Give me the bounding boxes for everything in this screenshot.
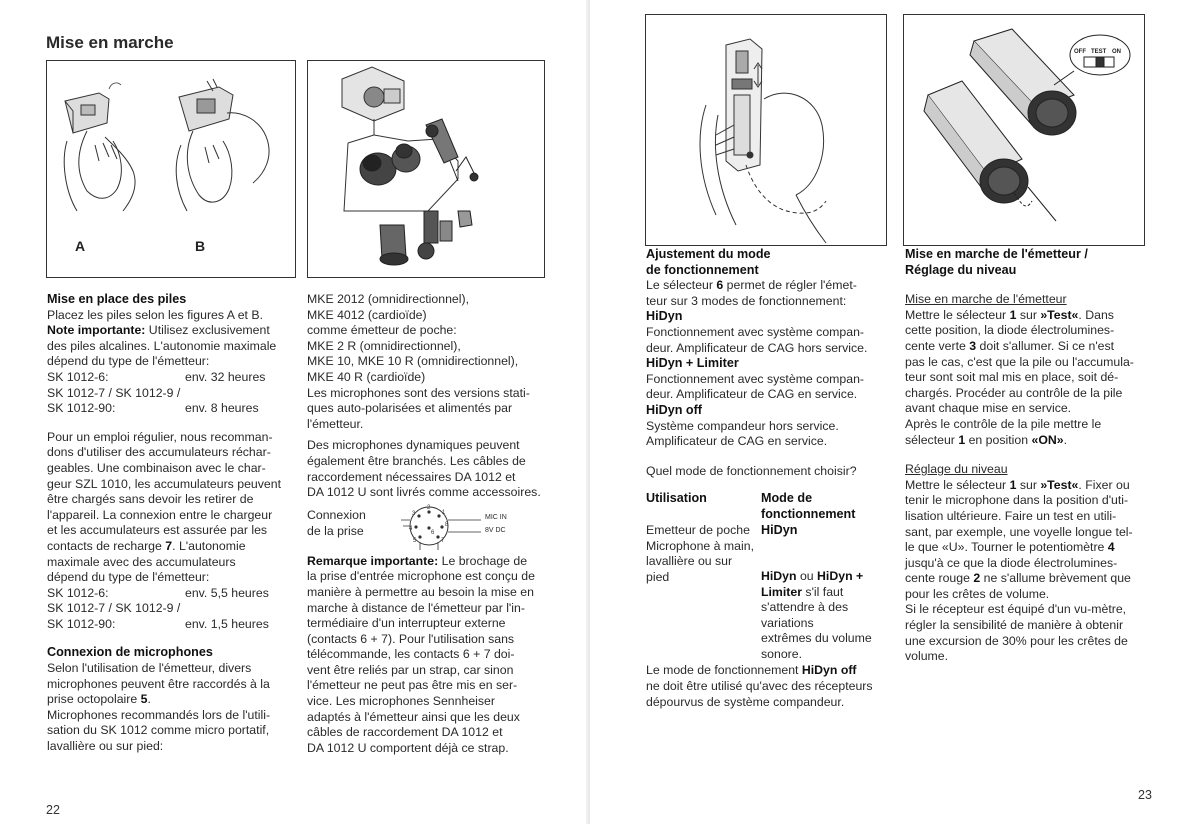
usage-cell: lavallière ou sur	[646, 554, 733, 569]
transmitter-switch-illustration	[904, 15, 1146, 247]
autonomy-model: SK 1012-6:	[47, 369, 109, 384]
text-span: HiDyn off	[801, 663, 857, 678]
text-line: dépourvus de système compandeur.	[646, 694, 845, 709]
text-span: prise octopolaire	[47, 692, 141, 707]
figure-label-b: B	[195, 238, 206, 254]
page-number: 23	[1138, 788, 1152, 802]
left-column-1	[47, 292, 297, 755]
right-column-2	[905, 247, 1155, 665]
heading-batteries: Mise en place des piles	[47, 292, 187, 306]
text-span: cente rouge	[905, 571, 974, 586]
text-line: sant, par exemple, une voyelle longue tel-	[905, 524, 1133, 539]
text-line	[905, 478, 1155, 494]
text-line: vent être reliés par un strap, car sinon	[307, 662, 514, 677]
text-line: Si le récepteur est équipé d'un vu-mètre,	[905, 602, 1127, 617]
text-line: sation du SK 1012 comme micro portatif,	[47, 723, 270, 738]
text-line: Pour un emploi régulier, nous recomman-	[47, 429, 273, 444]
autonomy-value: env. 1,5 heures	[185, 616, 269, 631]
mode-name: HiDyn + Limiter	[646, 356, 739, 371]
batteries-text: Placez les piles selon les figures A et B.	[47, 307, 263, 322]
text-span: permet de régler l'émet-	[723, 278, 857, 293]
text-span: le que «U». Tourner le potentiomètre	[905, 540, 1108, 555]
text-line: l'émetteur.	[307, 416, 364, 431]
mode-cell: s'attendre à des	[761, 600, 849, 615]
connector-pinout	[307, 504, 557, 548]
battery-figure	[46, 60, 296, 278]
text-line: raccordement nécessaires DA 1012 et	[307, 469, 516, 484]
page-title: Mise en marche	[46, 33, 174, 52]
text-line: câbles de raccordement DA 1012 et	[307, 725, 503, 740]
text-line: également être branchés. Les câbles de	[307, 453, 526, 468]
text-line: adaptés à l'émetteur ainsi que les deux	[307, 709, 520, 724]
switch-label-on: ON	[1112, 49, 1121, 55]
text-span: sur	[1016, 307, 1041, 322]
mode-header-2: fonctionnement	[761, 506, 856, 521]
text-line: microphones peuvent être raccordés à la	[47, 676, 270, 691]
text-span: en position	[965, 432, 1032, 447]
remark-label: Remarque importante:	[307, 553, 439, 568]
pin-number: 4	[409, 525, 413, 532]
autonomy-row	[47, 386, 297, 402]
text-line: comme émetteur de poche:	[307, 323, 457, 338]
text-line: pas le cas, c'est que la pile ou l'accumula-	[905, 354, 1134, 369]
note-label: Note importante:	[47, 323, 146, 338]
mode-cell: HiDyn	[761, 522, 798, 537]
text-line: volume.	[905, 649, 949, 664]
text-line	[905, 308, 1155, 324]
pin-number: 5	[413, 537, 417, 544]
text-line: geables. Une combinaison avec le char-	[47, 460, 266, 475]
ref-number: 2	[973, 571, 981, 586]
text-line: vice. Les microphones Sennheiser	[307, 694, 495, 709]
text-span: .	[1063, 432, 1068, 447]
text-line: (contacts 6 + 7). Pour l'utilisation sans	[307, 631, 515, 646]
text-line: chargés. Procéder au contrôle de la pile	[905, 385, 1123, 400]
pin-number: 2	[427, 504, 431, 511]
autonomy-row	[47, 586, 297, 602]
text-line: régler la sensibilité de manière à obtenir	[905, 618, 1124, 633]
mode-column	[761, 491, 886, 662]
autonomy-value: env. 8 heures	[185, 401, 259, 416]
text-span: .	[147, 692, 151, 707]
text-line: être chargés sans devoir les retirer de	[47, 492, 254, 507]
text-line: DA 1012 U comportent déjà ce strap.	[307, 740, 509, 755]
right-column-1	[646, 247, 896, 710]
text-line: termédiaire d'un interrupteur externe	[307, 616, 506, 631]
connector-label: de la prise	[307, 523, 364, 538]
text-span: HiDyn	[761, 569, 797, 584]
text-span: ou	[796, 569, 818, 584]
text-span: cente verte	[905, 338, 970, 353]
pin-number: 6	[431, 529, 435, 536]
ref-number: 5	[140, 692, 148, 707]
autonomy-model: SK 1012-6:	[47, 585, 109, 600]
autonomy-model: SK 1012-7 / SK 1012-9 /	[47, 601, 181, 616]
autonomy-value: env. 5,5 heures	[185, 585, 269, 600]
text-span: Mettre le sélecteur	[905, 307, 1010, 322]
page-number: 22	[46, 803, 60, 817]
text-line: Après le contrôle de la pile mettre le	[905, 416, 1102, 431]
mode-usage-table	[646, 491, 896, 662]
mode-selector-illustration	[646, 15, 888, 247]
text-span: »Test«	[1040, 307, 1079, 322]
text-span: . Fixer ou	[1078, 477, 1130, 492]
autonomy-row	[47, 601, 297, 617]
autonomy-model: SK 1012-7 / SK 1012-9 /	[47, 385, 181, 400]
right-page	[590, 0, 1179, 824]
remark-paragraph	[307, 554, 557, 570]
text-span: Le sélecteur	[646, 278, 717, 293]
text-line: des piles alcalines. L'autonomie maximale	[47, 338, 277, 353]
heading-mode-2: de fonctionnement	[646, 262, 759, 277]
mode-switch-figure	[645, 14, 887, 246]
text-span: ne s'allume brèvement que	[980, 571, 1131, 586]
text-line: deur. Amplificateur de CAG hors service.	[646, 340, 868, 355]
text-line: Selon l'utilisation de l'émetteur, divers	[47, 661, 252, 676]
note-paragraph	[47, 323, 297, 339]
text-line: MKE 2012 (omnidirectionnel),	[307, 292, 469, 306]
usage-cell: Emetteur de poche	[646, 522, 750, 537]
usage-column	[646, 491, 758, 585]
left-column-2	[307, 292, 557, 756]
connector-pinout-diagram	[389, 502, 483, 552]
autonomy-model: SK 1012-90:	[47, 616, 116, 631]
text-line: Système compandeur hors service.	[646, 418, 839, 433]
mode-cell	[761, 585, 886, 601]
autonomy-row	[47, 617, 297, 633]
usage-cell: Microphone à main,	[646, 538, 754, 553]
text-line	[905, 339, 1155, 355]
mode-name: HiDyn off	[646, 402, 702, 417]
text-line: geur SZL 1010, les accumulateurs peuvent	[47, 476, 282, 491]
text-line: marche à distance de l'émetteur par l'in-	[307, 600, 525, 615]
autonomy-row	[47, 401, 297, 417]
usage-header: Utilisation	[646, 491, 707, 506]
text-line: jusqu'à ce que la diode électrolumines-	[905, 555, 1118, 570]
text-line: l'émetteur ne peut pas être mis en ser-	[307, 678, 518, 693]
text-span: Le mode de fonctionnement	[646, 663, 802, 678]
ref-number: 1	[958, 432, 966, 447]
heading-microphones: Connexion de microphones	[47, 645, 213, 660]
mode-name: HiDyn	[646, 309, 683, 324]
pin-number: 1	[442, 509, 446, 516]
ref-number: 3	[969, 338, 977, 353]
switch-label-test: TEST	[1091, 49, 1107, 55]
text-line: télécommande, les contacts 6 + 7 doi-	[307, 647, 515, 662]
text-line: Microphones recommandés lors de l'utili-	[47, 707, 271, 722]
figure-label-a: A	[75, 238, 86, 254]
subheading-level: Réglage du niveau	[905, 462, 1008, 477]
text-line: MKE 40 R (cardioïde)	[307, 369, 426, 384]
text-line: pour les crêtes de volume.	[905, 586, 1050, 601]
text-span: . L'autonomie	[172, 538, 246, 553]
autonomy-row	[47, 370, 297, 386]
text-line: Amplificateur de CAG en service.	[646, 434, 828, 449]
text-line: deur. Amplificateur de CAG en service.	[646, 387, 858, 402]
text-line: MKE 2 R (omnidirectionnel),	[307, 338, 461, 353]
mode-cell: extrêmes du volume	[761, 631, 872, 646]
ref-number: 7	[165, 538, 173, 553]
text-line: Les microphones sont des versions stati-	[307, 385, 530, 400]
text-line: Fonctionnement avec système compan-	[646, 324, 865, 339]
pin-number: 7	[441, 537, 445, 544]
text-line: teur sont soit mal mis en place, soit dé-	[905, 370, 1119, 385]
microphone-figure	[307, 60, 545, 278]
question-line: Quel mode de fonctionnement choisir?	[646, 463, 857, 478]
heading-mode: Ajustement du mode	[646, 247, 771, 261]
ref-number: 6	[716, 278, 724, 293]
pin-label-mic: MIC IN	[485, 513, 507, 521]
text-line: manière à permettre au besoin la mise en	[307, 584, 534, 599]
text-span: doit s'allumer. Si ce n'est	[976, 338, 1115, 353]
text-line: lavallière ou sur pied:	[47, 739, 164, 754]
text-line	[905, 433, 1155, 449]
mode-cell: variations	[761, 615, 814, 630]
text-span: . Dans	[1078, 307, 1114, 322]
text-line: dons d'utiliser des accumulateurs réchar-	[47, 445, 271, 460]
autonomy-model: SK 1012-90:	[47, 401, 116, 416]
text-line: Fonctionnement avec système compan-	[646, 371, 865, 386]
connector-label: Connexion	[307, 507, 366, 522]
heading-level: Réglage du niveau	[905, 262, 1017, 277]
heading-start: Mise en marche de l'émetteur /	[905, 247, 1088, 261]
subheading-start: Mise en marche de l'émetteur	[905, 292, 1067, 307]
text-line: cette position, la diode électrolumines-	[905, 323, 1115, 338]
text-line: avant chaque mise en service.	[905, 401, 1072, 416]
text-span: Limiter	[761, 584, 802, 599]
mode-cell	[761, 569, 886, 585]
text-line	[905, 540, 1155, 556]
text-line	[646, 663, 896, 679]
text-line: MKE 10, MKE 10 R (omnidirectionnel),	[307, 354, 519, 369]
text-line	[47, 692, 297, 708]
text-span: «ON»	[1031, 432, 1064, 447]
ref-number: 4	[1107, 540, 1115, 555]
text-line: la prise d'entrée microphone est conçu de	[307, 569, 535, 584]
text-line	[905, 571, 1155, 587]
text-line	[646, 278, 896, 294]
text-line: ne doit être utilisé qu'avec des récepteurs	[646, 678, 873, 693]
text-line: dépend du type de l'émetteur:	[47, 354, 210, 369]
text-line: tenir le microphone dans la position d'uti-	[905, 493, 1129, 508]
text-span: Le brochage de	[438, 553, 528, 568]
text-line	[47, 539, 297, 555]
text-span: contacts de recharge	[47, 538, 166, 553]
text-line: une excursion de 30% pour les crêtes de	[905, 633, 1128, 648]
text-line: Des microphones dynamiques peuvent	[307, 438, 520, 453]
switch-label-off: OFF	[1074, 49, 1086, 55]
text-span: sur	[1016, 477, 1041, 492]
text-line: ques auto-polarisées et alimentés par	[307, 401, 513, 416]
pin-label-dc: 8V DC	[485, 526, 506, 534]
ref-number: 1	[1009, 307, 1017, 322]
pin-number: 3	[412, 510, 416, 517]
pin-number: 8	[445, 521, 449, 528]
text-line: DA 1012 U sont livrés comme accessoires.	[307, 485, 541, 500]
switch-figure	[903, 14, 1145, 246]
text-line: l'appareil. La connexion entre le chargeur	[47, 507, 273, 522]
text-span: Mettre le sélecteur	[905, 477, 1010, 492]
left-page	[0, 0, 589, 824]
text-line: et les accumulateurs est assurée par les	[47, 523, 268, 538]
mode-header: Mode de	[761, 491, 813, 506]
text-line: lisation ultérieure. Faire un test en utili-	[905, 508, 1117, 523]
ref-number: 1	[1009, 477, 1017, 492]
text-line: maximale avec des accumulateurs	[47, 554, 236, 569]
text-line: MKE 4012 (cardioïde)	[307, 307, 427, 322]
text-span: sélecteur	[905, 432, 959, 447]
text-line: dépend du type de l'émetteur:	[47, 570, 210, 585]
text-line: teur sur 3 modes de fonctionnement:	[646, 293, 847, 308]
autonomy-value: env. 32 heures	[185, 369, 266, 384]
text-span: »Test«	[1040, 477, 1079, 492]
text-span: HiDyn +	[817, 569, 864, 584]
usage-cell: pied	[646, 569, 670, 584]
text-span: s'il faut	[802, 584, 844, 599]
microphone-connection-illustration	[308, 61, 546, 279]
mode-cell: sonore.	[761, 647, 803, 662]
note-text: Utilisez exclusivement	[145, 323, 270, 338]
